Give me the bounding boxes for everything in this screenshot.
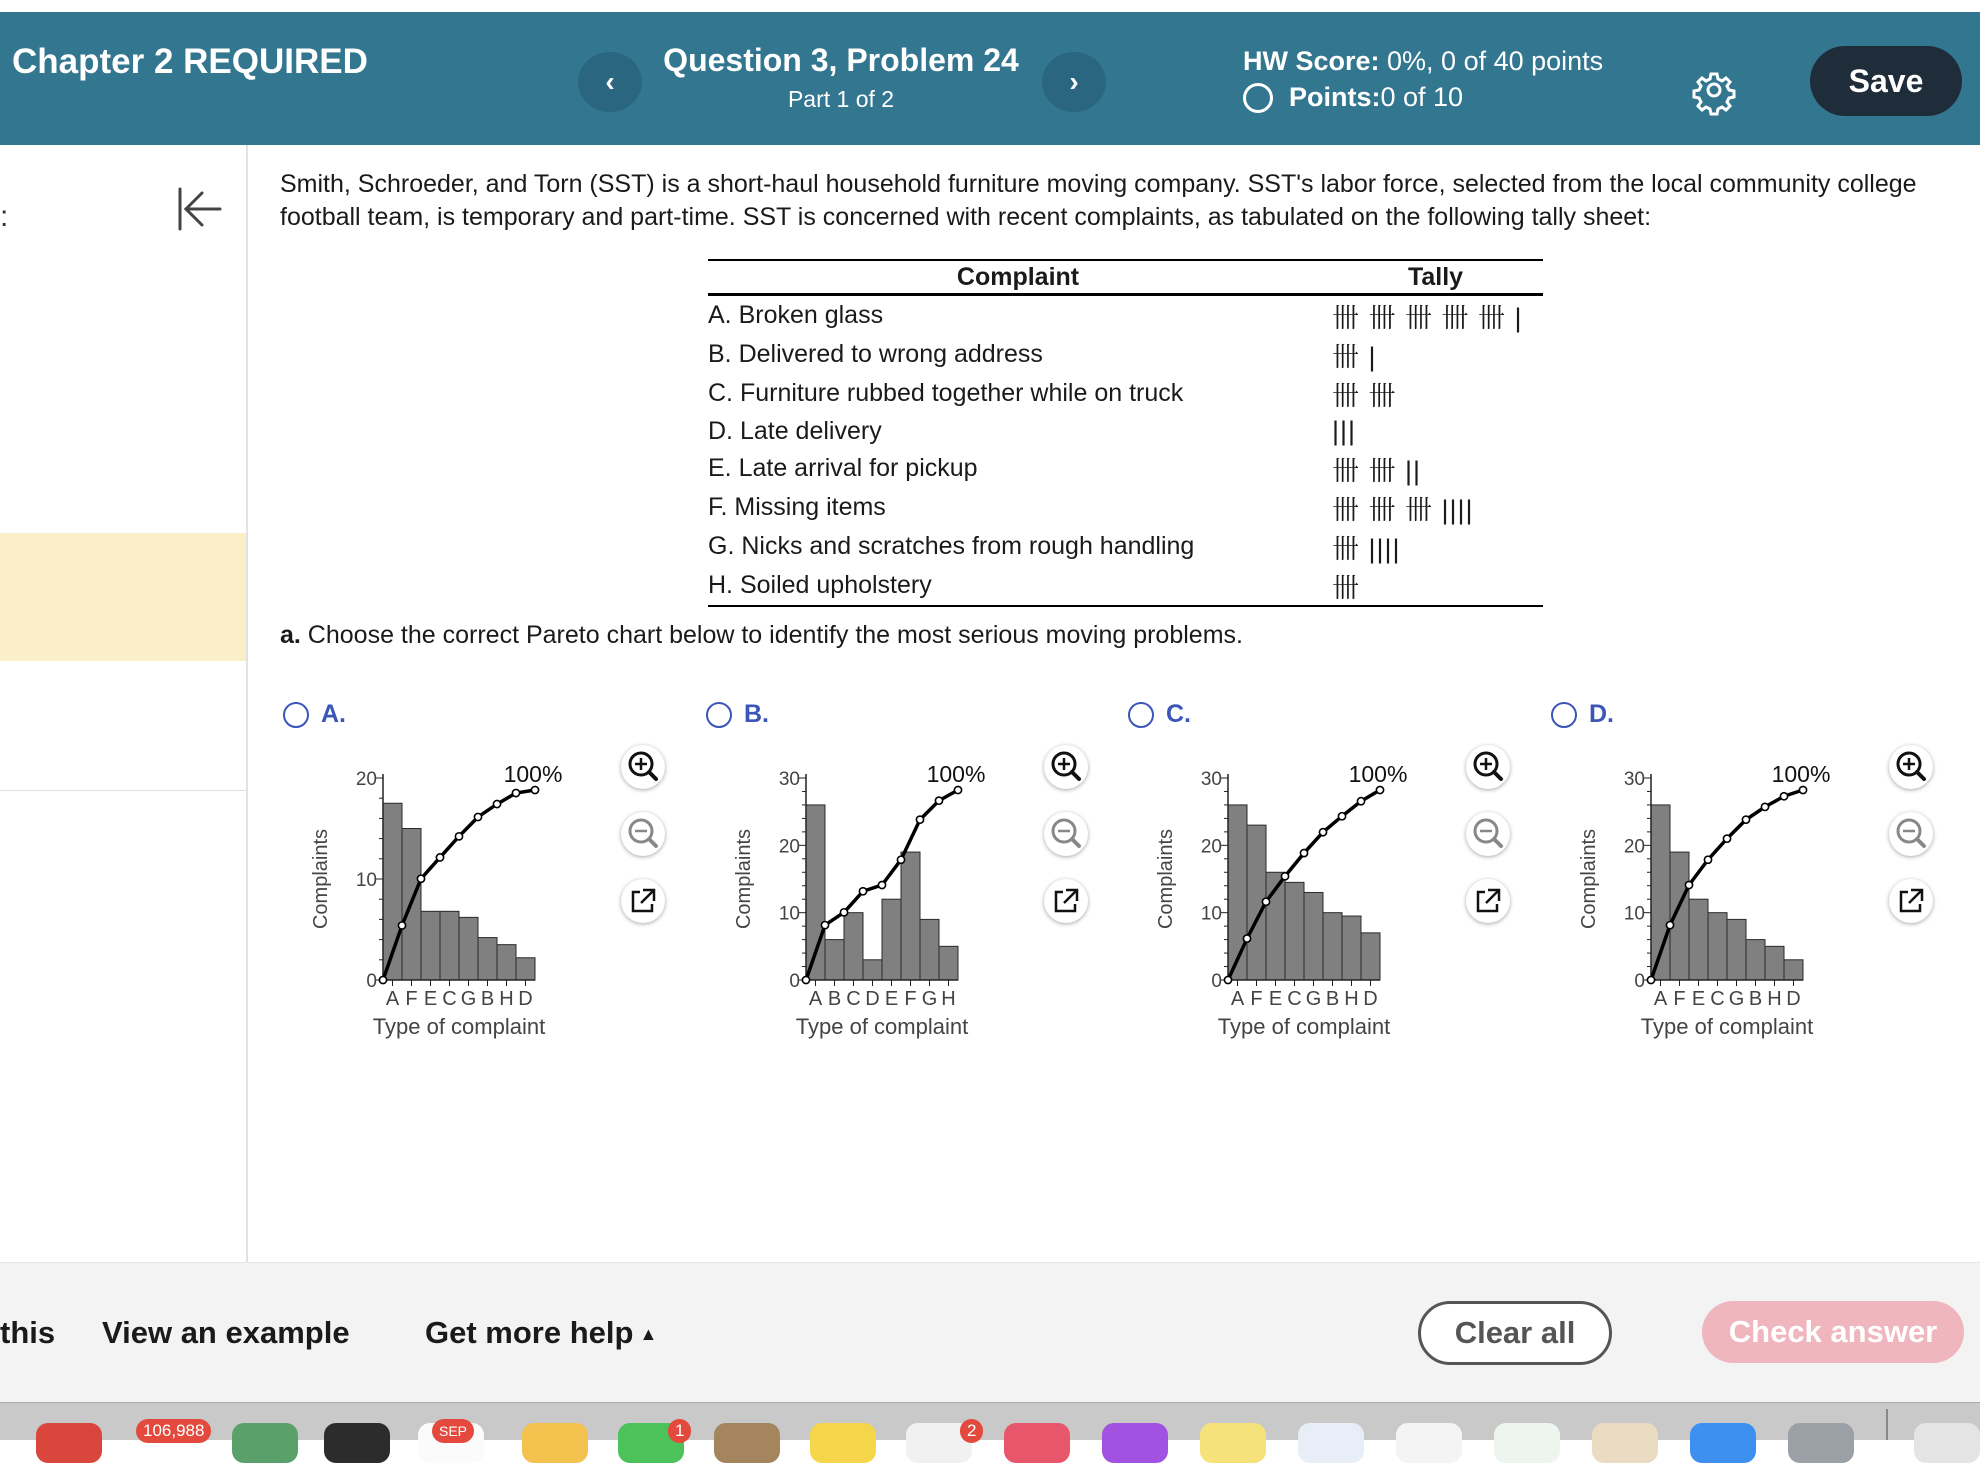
tally-cell: 卌 卌 卌 |||| bbox=[1332, 495, 1474, 525]
zoom-out-icon bbox=[1889, 812, 1933, 856]
cumulative-point bbox=[1761, 803, 1768, 810]
cumulative-point bbox=[493, 800, 500, 807]
cumulative-100-label: 100% bbox=[503, 761, 563, 787]
radio-circle-icon bbox=[1551, 702, 1577, 728]
zoom-in-button[interactable] bbox=[1044, 745, 1088, 789]
y-axis-label: Complaints bbox=[733, 828, 755, 930]
option-a-radio[interactable] bbox=[283, 700, 346, 729]
cumulative-point bbox=[1742, 816, 1749, 823]
open-external-button[interactable] bbox=[621, 879, 665, 923]
cumulative-100-label: 100% bbox=[926, 761, 986, 787]
zoom-out-icon bbox=[1044, 812, 1088, 856]
x-tick-label: G bbox=[1305, 988, 1322, 1010]
x-tick-label: D bbox=[865, 988, 880, 1010]
check-answer-button[interactable]: Check answer bbox=[1702, 1301, 1964, 1363]
bar bbox=[1361, 933, 1380, 980]
external-link-icon bbox=[1466, 879, 1510, 923]
x-tick-label: G bbox=[921, 988, 938, 1010]
x-tick-label: A bbox=[1653, 988, 1668, 1010]
cumulative-point bbox=[1262, 898, 1269, 905]
column-header-complaint: Complaint bbox=[708, 260, 1328, 295]
y-tick-label: 0 bbox=[789, 971, 800, 992]
x-tick-label: B bbox=[827, 988, 842, 1010]
x-tick-label: E bbox=[884, 988, 899, 1010]
cumulative-point bbox=[878, 881, 885, 888]
x-tick-label: G bbox=[1728, 988, 1745, 1010]
answer-option-c bbox=[1128, 700, 1528, 1060]
y-tick-label: 20 bbox=[778, 836, 800, 858]
caret-up-icon: ▲ bbox=[639, 1324, 658, 1344]
open-external-button[interactable] bbox=[1466, 879, 1510, 923]
dock-app-icon[interactable] bbox=[810, 1423, 876, 1463]
app-badge: 2 bbox=[960, 1419, 983, 1443]
x-tick-label: A bbox=[808, 988, 823, 1010]
option-b-radio[interactable] bbox=[706, 700, 769, 729]
cumulative-point bbox=[840, 909, 847, 916]
question-points bbox=[1243, 82, 1463, 113]
option-letter: A. bbox=[321, 700, 346, 728]
tally-table bbox=[708, 259, 1543, 607]
complaint-cell: H. Soiled upholstery bbox=[708, 566, 1328, 606]
bar bbox=[901, 852, 920, 980]
current-question-highlight[interactable] bbox=[0, 533, 246, 661]
next-question-button[interactable] bbox=[1042, 52, 1106, 112]
macos-dock bbox=[0, 1402, 1980, 1440]
radio-circle-icon bbox=[706, 702, 732, 728]
zoom-out-button[interactable] bbox=[1889, 812, 1933, 856]
get-more-help-menu[interactable] bbox=[425, 1315, 657, 1351]
hw-score bbox=[1243, 46, 1603, 77]
cumulative-point bbox=[935, 797, 942, 804]
tally-cell: 卌 |||| bbox=[1332, 534, 1401, 564]
clear-all-button[interactable]: Clear all bbox=[1418, 1301, 1612, 1365]
cumulative-point bbox=[1666, 921, 1673, 928]
x-axis-label: Type of complaint bbox=[1640, 1014, 1814, 1039]
radio-circle-icon bbox=[1128, 702, 1154, 728]
bar bbox=[440, 911, 459, 980]
x-tick-label: H bbox=[1344, 988, 1359, 1010]
dock-app-icon[interactable] bbox=[522, 1423, 588, 1463]
cumulative-point bbox=[512, 789, 519, 796]
zoom-in-icon bbox=[1466, 745, 1510, 789]
zoom-in-icon bbox=[1044, 745, 1088, 789]
mail-count-badge: 106,988 bbox=[136, 1419, 211, 1443]
header-bar bbox=[0, 12, 1980, 145]
question-intro: Smith, Schroeder, and Torn (SST) is a short-haul household furniture moving company. SST's labor force, selected from the local community college football team, is temporary and part-time. SST is concerned with recent complaints, as tabulated on the following tally sheet: bbox=[280, 170, 1917, 231]
complaint-cell: G. Nicks and scratches from rough handling bbox=[708, 532, 1195, 560]
y-tick-label: 0 bbox=[1634, 971, 1645, 992]
tally-cell: ||| bbox=[1332, 415, 1357, 446]
x-tick-label: E bbox=[423, 988, 438, 1010]
x-tick-label: F bbox=[904, 988, 917, 1010]
cumulative-point bbox=[1723, 835, 1730, 842]
option-c-radio[interactable] bbox=[1128, 700, 1191, 729]
zoom-in-button[interactable] bbox=[1889, 745, 1933, 789]
x-axis-label: Type of complaint bbox=[372, 1014, 546, 1039]
part-a-prompt bbox=[280, 621, 1243, 650]
question-title: Question 3, Problem 24 bbox=[663, 42, 1019, 78]
bar bbox=[1323, 913, 1342, 980]
hw-score-value: 0%, 0 of 40 points bbox=[1379, 46, 1604, 76]
cumulative-point bbox=[859, 888, 866, 895]
bar bbox=[1285, 882, 1304, 980]
cumulative-point bbox=[474, 813, 481, 820]
cumulative-point bbox=[897, 856, 904, 863]
cumulative-point bbox=[379, 976, 386, 983]
dock-app-icon[interactable] bbox=[1200, 1423, 1266, 1463]
x-tick-label: F bbox=[1250, 988, 1263, 1010]
x-tick-label: B bbox=[1748, 988, 1763, 1010]
table-row bbox=[708, 335, 1543, 374]
dock-separator bbox=[1886, 1409, 1888, 1440]
y-tick-label: 10 bbox=[778, 903, 800, 925]
footer-truncated-link[interactable]: this bbox=[0, 1315, 56, 1350]
x-tick-label: G bbox=[460, 988, 477, 1010]
dock-app-icon[interactable] bbox=[1102, 1423, 1168, 1463]
tally-cell: 卌 卌 卌 卌 卌 | bbox=[1332, 303, 1523, 333]
x-tick-label: A bbox=[385, 988, 400, 1010]
answer-option-a bbox=[283, 700, 683, 1060]
answer-option-d bbox=[1551, 700, 1951, 1060]
bar bbox=[1727, 919, 1746, 980]
external-link-icon bbox=[1889, 879, 1933, 923]
table-row bbox=[708, 374, 1543, 413]
table-row bbox=[708, 449, 1543, 488]
y-tick-label: 30 bbox=[778, 769, 800, 790]
x-axis-label: Type of complaint bbox=[795, 1014, 969, 1039]
points-label: Points: bbox=[1289, 82, 1381, 112]
bar bbox=[825, 940, 844, 980]
cumulative-point bbox=[1300, 849, 1307, 856]
open-external-button[interactable] bbox=[1889, 879, 1933, 923]
pareto-chart-b bbox=[733, 750, 1056, 1050]
dock-app-icon[interactable] bbox=[1914, 1423, 1980, 1463]
table-row bbox=[708, 566, 1543, 606]
tally-cell: 卌 | bbox=[1332, 342, 1377, 372]
cumulative-100-label: 100% bbox=[1348, 761, 1408, 787]
bar bbox=[516, 958, 535, 980]
part-a-marker: a. bbox=[280, 621, 301, 649]
complaint-cell: F. Missing items bbox=[708, 493, 886, 521]
cumulative-point bbox=[531, 786, 538, 793]
table-row bbox=[708, 413, 1543, 449]
cumulative-point bbox=[916, 816, 923, 823]
cumulative-100-label: 100% bbox=[1771, 761, 1831, 787]
x-tick-label: C bbox=[1710, 988, 1725, 1010]
tally-cell: 卌 卌 || bbox=[1332, 456, 1422, 486]
x-tick-label: B bbox=[480, 988, 495, 1010]
collapse-sidebar-icon[interactable] bbox=[174, 183, 226, 235]
y-axis-label: Complaints bbox=[310, 828, 332, 930]
previous-question-button[interactable] bbox=[578, 52, 642, 112]
bar bbox=[1746, 940, 1765, 980]
x-tick-label: D bbox=[518, 988, 533, 1010]
zoom-out-icon bbox=[621, 812, 665, 856]
bar bbox=[1304, 892, 1323, 980]
option-letter: D. bbox=[1589, 700, 1614, 728]
bar bbox=[421, 911, 440, 980]
cumulative-point bbox=[398, 922, 405, 929]
option-d-radio[interactable] bbox=[1551, 700, 1614, 729]
bar bbox=[863, 960, 882, 980]
cumulative-point bbox=[954, 786, 961, 793]
x-tick-label: C bbox=[846, 988, 861, 1010]
zoom-out-icon bbox=[1466, 812, 1510, 856]
cumulative-point bbox=[1243, 935, 1250, 942]
cumulative-point bbox=[455, 833, 462, 840]
complaint-cell: D. Late delivery bbox=[708, 416, 882, 445]
cumulative-point bbox=[417, 875, 424, 882]
answer-option-b bbox=[706, 700, 1106, 1060]
x-tick-label: F bbox=[1673, 988, 1686, 1010]
x-tick-label: C bbox=[1287, 988, 1302, 1010]
bar bbox=[478, 938, 497, 980]
view-example-link[interactable]: View an example bbox=[102, 1315, 350, 1350]
cumulative-point bbox=[1799, 786, 1806, 793]
cumulative-point bbox=[436, 854, 443, 861]
left-sidebar bbox=[0, 145, 248, 1262]
cumulative-point bbox=[1281, 873, 1288, 880]
x-tick-label: H bbox=[499, 988, 514, 1010]
tally-cell: 卌 bbox=[1328, 566, 1543, 606]
x-tick-label: E bbox=[1691, 988, 1706, 1010]
dock-app-icon[interactable] bbox=[36, 1423, 102, 1463]
bar bbox=[1708, 913, 1727, 980]
cumulative-point bbox=[1224, 976, 1231, 983]
dock-app-icon[interactable] bbox=[714, 1423, 780, 1463]
complaint-cell: E. Late arrival for pickup bbox=[708, 454, 978, 482]
question-part: Part 1 of 2 bbox=[787, 86, 895, 112]
table-header-row bbox=[708, 260, 1543, 295]
pareto-chart-c bbox=[1155, 750, 1478, 1050]
bar bbox=[1784, 960, 1803, 980]
settings-gear-icon[interactable] bbox=[1694, 70, 1734, 110]
points-status-icon bbox=[1243, 83, 1273, 113]
dock-app-icon[interactable] bbox=[324, 1423, 390, 1463]
table-row bbox=[708, 295, 1543, 336]
dock-app-icon[interactable] bbox=[1690, 1423, 1756, 1463]
x-tick-label: B bbox=[1325, 988, 1340, 1010]
y-tick-label: 10 bbox=[355, 870, 377, 891]
radio-circle-icon bbox=[283, 702, 309, 728]
bar bbox=[459, 917, 478, 980]
points-value: 0 of 10 bbox=[1380, 82, 1464, 112]
bar bbox=[920, 919, 939, 980]
x-tick-label: C bbox=[442, 988, 457, 1010]
y-tick-label: 0 bbox=[1211, 971, 1222, 992]
zoom-in-icon bbox=[1889, 745, 1933, 789]
x-tick-label: A bbox=[1230, 988, 1245, 1010]
top-strip bbox=[0, 0, 1980, 12]
zoom-out-button[interactable] bbox=[1044, 812, 1088, 856]
zoom-out-button[interactable] bbox=[1466, 812, 1510, 856]
y-tick-label: 30 bbox=[1200, 769, 1222, 790]
tally-cell: 卌 卌 bbox=[1332, 381, 1397, 411]
bar bbox=[1342, 916, 1361, 980]
dock-app-icon[interactable] bbox=[1592, 1423, 1658, 1463]
x-tick-label: D bbox=[1363, 988, 1378, 1010]
x-tick-label: E bbox=[1268, 988, 1283, 1010]
bar bbox=[497, 945, 516, 980]
chevron-left-icon: ‹ bbox=[605, 66, 615, 97]
bar bbox=[844, 913, 863, 980]
cumulative-point bbox=[1338, 813, 1345, 820]
bar bbox=[882, 899, 901, 980]
get-more-help-label: Get more help bbox=[425, 1315, 634, 1350]
part-a-text: Choose the correct Pareto chart below to identify the most serious moving problems. bbox=[300, 621, 1243, 649]
complaint-cell: A. Broken glass bbox=[708, 301, 884, 329]
calendar-month-label: SEP bbox=[432, 1419, 474, 1443]
pareto-chart-a bbox=[310, 750, 633, 1050]
dock-app-icon[interactable] bbox=[1004, 1423, 1070, 1463]
option-letter: B. bbox=[744, 700, 769, 728]
bar bbox=[1765, 946, 1784, 980]
pareto-chart-d bbox=[1578, 750, 1901, 1050]
zoom-in-icon bbox=[621, 745, 665, 789]
open-external-button[interactable] bbox=[1044, 879, 1088, 923]
y-tick-label: 30 bbox=[1623, 769, 1645, 790]
y-tick-label: 10 bbox=[1200, 903, 1222, 925]
dock-app-icon[interactable] bbox=[1788, 1423, 1854, 1463]
cumulative-point bbox=[1319, 829, 1326, 836]
y-tick-label: 0 bbox=[366, 971, 377, 992]
complaint-cell: B. Delivered to wrong address bbox=[708, 340, 1043, 368]
x-tick-label: H bbox=[1767, 988, 1782, 1010]
option-letter: C. bbox=[1166, 700, 1191, 728]
save-button[interactable]: Save bbox=[1810, 46, 1962, 116]
bar bbox=[1689, 899, 1708, 980]
bar bbox=[939, 946, 958, 980]
x-tick-label: H bbox=[941, 988, 956, 1010]
zoom-out-button[interactable] bbox=[621, 812, 665, 856]
assignment-title: Chapter 2 REQUIRED bbox=[12, 42, 368, 81]
y-tick-label: 10 bbox=[1623, 903, 1645, 925]
footer-bar bbox=[0, 1262, 1980, 1403]
x-tick-label: F bbox=[405, 988, 418, 1010]
external-link-icon bbox=[621, 879, 665, 923]
cumulative-point bbox=[1376, 786, 1383, 793]
column-header-tally: Tally bbox=[1328, 260, 1543, 295]
x-axis-label: Type of complaint bbox=[1217, 1014, 1391, 1039]
cumulative-point bbox=[1647, 976, 1654, 983]
table-row bbox=[708, 488, 1543, 527]
cumulative-point bbox=[1780, 793, 1787, 800]
cumulative-point bbox=[1357, 798, 1364, 805]
zoom-in-button[interactable] bbox=[1466, 745, 1510, 789]
cumulative-point bbox=[821, 921, 828, 928]
bar bbox=[1228, 805, 1247, 980]
complaint-cell: C. Furniture rubbed together while on truck bbox=[708, 379, 1184, 407]
table-row bbox=[708, 527, 1543, 566]
dock-app-icon[interactable] bbox=[232, 1423, 298, 1463]
cumulative-point bbox=[1685, 881, 1692, 888]
external-link-icon bbox=[1044, 879, 1088, 923]
y-tick-label: 20 bbox=[355, 769, 377, 790]
chevron-right-icon: › bbox=[1069, 66, 1079, 97]
dock-app-icon[interactable] bbox=[1298, 1423, 1364, 1463]
y-axis-label: Complaints bbox=[1578, 828, 1600, 930]
x-tick-label: D bbox=[1786, 988, 1801, 1010]
dock-app-icon[interactable] bbox=[1494, 1423, 1560, 1463]
y-tick-label: 20 bbox=[1200, 836, 1222, 858]
sidebar-divider bbox=[0, 790, 246, 791]
hw-score-label: HW Score: bbox=[1243, 46, 1380, 76]
dock-app-icon[interactable] bbox=[1396, 1423, 1462, 1463]
y-tick-label: 20 bbox=[1623, 836, 1645, 858]
messages-badge: 1 bbox=[668, 1419, 691, 1443]
cumulative-point bbox=[1704, 856, 1711, 863]
zoom-in-button[interactable] bbox=[621, 745, 665, 789]
cumulative-point bbox=[802, 976, 809, 983]
y-axis-label: Complaints bbox=[1155, 828, 1177, 930]
sidebar-menu-handle[interactable]: : bbox=[0, 200, 9, 233]
